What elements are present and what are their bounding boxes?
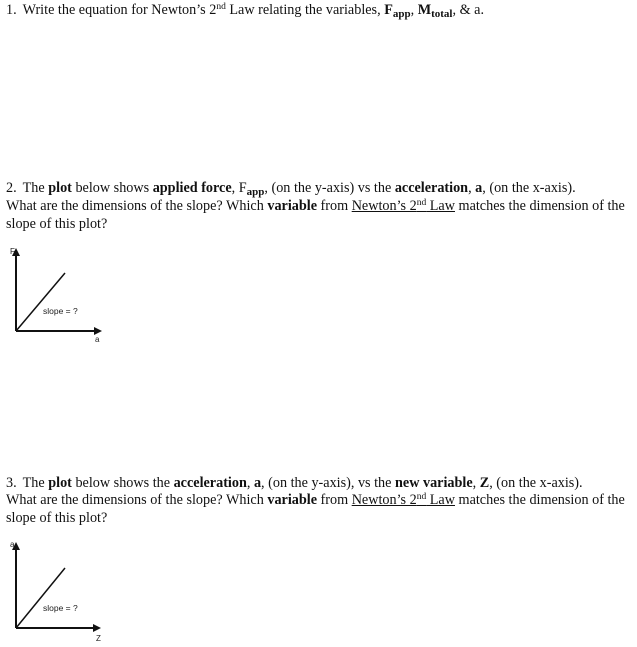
- plot2-slope-label: slope = ?: [43, 603, 78, 613]
- q3-text: ,: [246, 475, 254, 491]
- plot-force-vs-acceleration: [6, 240, 116, 350]
- q2-acceleration: acceleration: [394, 180, 469, 196]
- q2-applied-force: applied force: [152, 180, 232, 196]
- q2-text: What are the dimensions of the slope? Which: [6, 197, 268, 214]
- q1-var-f: F: [384, 2, 393, 18]
- q2-text: , (on the x-axis).: [482, 180, 576, 196]
- plot1-y-label: F: [10, 247, 15, 256]
- q3-link-text: Law: [426, 491, 455, 508]
- plot1-slope-label: slope = ?: [43, 306, 78, 316]
- q1-var-m: M: [417, 2, 432, 18]
- q3-text: ,: [472, 475, 480, 491]
- plot1-x-label: a: [95, 335, 100, 344]
- q1-sup-nd: nd: [216, 2, 226, 12]
- question-1-number: 1.: [6, 2, 17, 18]
- plot2-line: [16, 568, 65, 628]
- q3-link-text: Newton’s 2: [351, 491, 417, 508]
- q1-text-b: Law relating the variables,: [225, 2, 385, 18]
- q2-link-sup: nd: [416, 197, 427, 208]
- q1-text-c: , & a.: [452, 2, 485, 18]
- q2-var-a: a: [475, 180, 483, 196]
- q2-text: ,: [468, 180, 476, 196]
- q3-acceleration: acceleration: [173, 475, 247, 491]
- q1-comma: ,: [410, 2, 418, 18]
- question-3: [6, 475, 631, 527]
- q3-text: matches the dimension of the slope of this plot?: [6, 491, 625, 526]
- q2-text: , F: [231, 180, 247, 196]
- q3-var-a: a: [253, 475, 262, 491]
- q1-sub-total: total: [431, 8, 453, 20]
- q2-text: , (on the y-axis) vs the: [264, 180, 395, 196]
- q2-variable-word: variable: [267, 197, 317, 214]
- q3-text: , (on the y-axis), vs the: [261, 475, 395, 491]
- plot1-line: [16, 273, 65, 331]
- q3-plot-word: plot: [48, 475, 72, 491]
- q3-text: from: [317, 491, 352, 508]
- q3-text: , (on the x-axis).: [489, 475, 583, 491]
- q3-link-sup: nd: [416, 491, 427, 502]
- q3-text: below shows the: [71, 475, 174, 491]
- q2-sub-app: app: [246, 186, 265, 198]
- q2-newton-link: [352, 198, 455, 214]
- q2-link-text: Newton’s 2: [351, 197, 417, 214]
- q3-newton-link: [352, 492, 455, 508]
- plot2-x-label: Z: [96, 634, 101, 643]
- question-2: [6, 180, 631, 233]
- question-3-number: 3.: [6, 475, 17, 491]
- question-1: [6, 2, 631, 21]
- q3-variable-word: variable: [267, 491, 317, 508]
- question-2-number: 2.: [6, 180, 17, 196]
- plot2-y-label: a: [10, 540, 15, 549]
- q1-text-a: Write the equation for Newton’s 2: [22, 2, 217, 18]
- q3-new-variable: new variable: [395, 475, 473, 491]
- q1-sub-app: app: [392, 8, 411, 20]
- q2-text: from: [317, 197, 352, 214]
- q2-link-text: Law: [426, 197, 455, 214]
- q3-var-z: Z: [479, 475, 490, 491]
- q2-plot-word: plot: [48, 180, 72, 196]
- plot-acceleration-vs-z: [6, 537, 116, 647]
- q2-text: matches the dimension of the slope of this plot?: [6, 197, 625, 232]
- q3-text: The: [22, 475, 49, 491]
- q2-text: The: [22, 180, 49, 196]
- q3-text: What are the dimensions of the slope? Which: [6, 491, 268, 508]
- q2-text: below shows: [71, 180, 153, 196]
